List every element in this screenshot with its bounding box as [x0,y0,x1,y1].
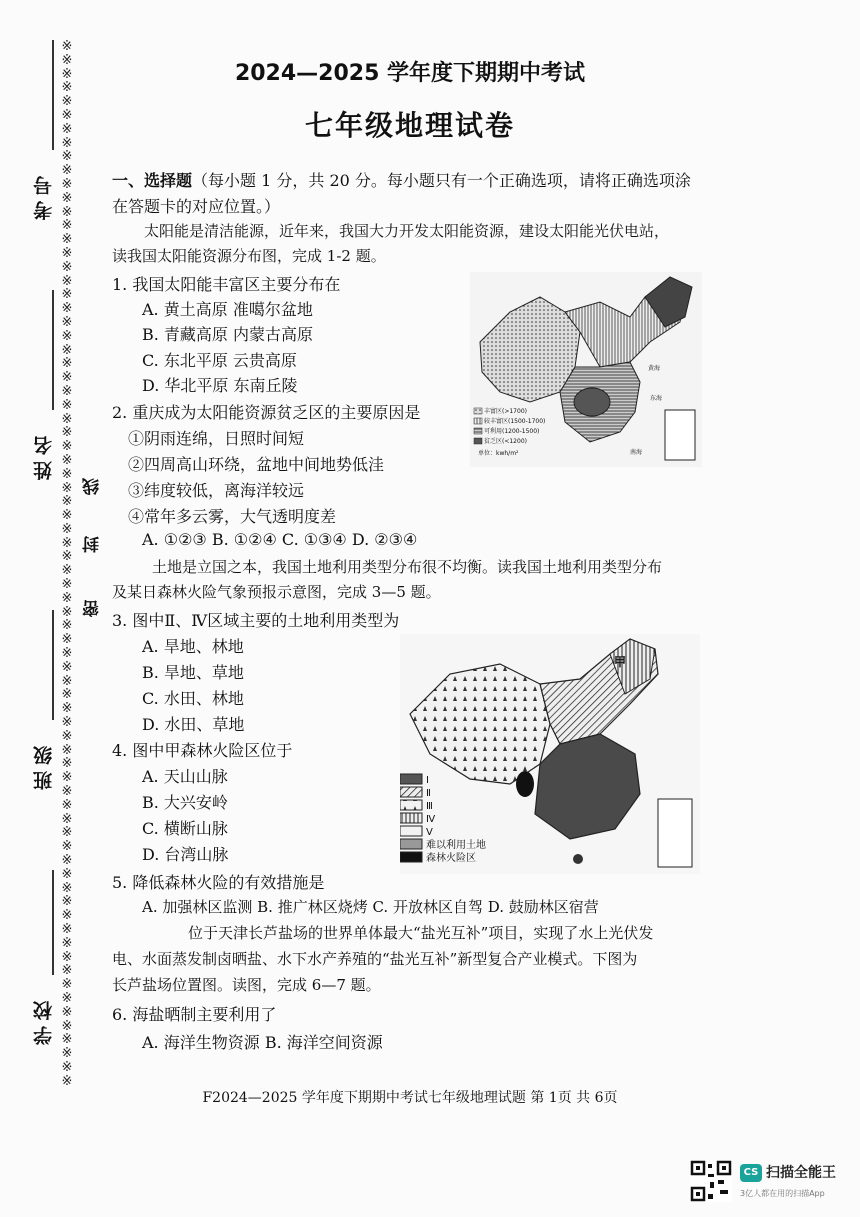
q1-option-a: A. 黄土高原 准噶尔盆地 [142,300,313,319]
class-label: 班级 [33,740,55,790]
solar-resource-map [470,272,702,467]
map1-legend-3: 可利用(1200-1500) [484,428,540,435]
intro3-line1: 位于天津长芦盐场的世界单体最大“盐光互补”项目，实现了水上光伏发 [188,924,654,942]
name-label: 姓名 [33,430,55,480]
seal-line-char: 线 [83,478,103,495]
map2-legend-1: Ⅰ [426,775,429,786]
section1-instruction-1: （每小题 1 分，共 20 分。每小题只有一个正确选项，请将正确选项涂 [192,171,691,190]
class-line [52,610,54,720]
page-footer: F2024—2025 学年度下期期中考试七年级地理试题 第 1页 共 6页 [202,1090,618,1106]
map2-legend-7: 森林火险区 [426,853,476,864]
map1-south-sea-inset [665,410,695,460]
map2-legend-swatch-3 [400,800,422,810]
intro1-line1: 太阳能是清洁能源，近年来，我国大力开发太阳能资源，建设太阳能光伏电站， [144,222,670,240]
map2-legend-swatch-1 [400,774,422,784]
q2-options: A. ①②③ B. ①②④ C. ①③④ D. ②③④ [142,530,418,549]
q3-option-d: D. 水田、草地 [142,715,245,734]
q1-option-c: C. 东北平原 云贵高原 [142,351,297,370]
section1-num: 一、 [112,171,145,190]
q4-option-c: C. 横断山脉 [142,819,228,838]
map1-legend-swatch-3 [474,428,482,434]
map1-legend-swatch-4 [474,438,482,444]
seal-mi-char: 密 [83,600,103,617]
map1-sea-label-2: 东海 [650,395,663,402]
q5-stem: 5. 降低森林火险的有效措施是 [112,873,325,892]
section1-heading [112,168,691,191]
q2-statement-3: ③纬度较低，离海洋较远 [128,481,305,500]
map2-legend-swatch-7 [400,852,422,862]
q1-stem: 1. 我国太阳能丰富区主要分布在 [112,275,341,294]
map2-legend-swatch-4 [400,813,422,823]
map1-unit: 单位：kwh/m² [478,450,519,457]
map1-legend-2: 较丰富区(1500-1700) [484,418,546,425]
map1-legend-swatch-1 [474,408,482,414]
binding-margin [0,0,105,1217]
map2-legend-3: Ⅲ [426,801,433,812]
q3-option-b: B. 旱地、草地 [142,663,244,682]
q5-options: A. 加强林区监测 B. 推广林区烧烤 C. 开放林区自驾 D. 鼓励林区宿营 [142,898,599,916]
section1-instruction-2: 在答题卡的对应位置。） [112,197,281,216]
land-use-map [400,634,700,874]
map2-fire-zone [516,771,534,797]
map2-legend-swatch-5 [400,826,422,836]
intro2-line1: 土地是立国之本，我国土地利用类型分布很不均衡。读我国土地利用类型分布 [152,558,663,576]
exam-number-line [52,40,54,150]
intro2-line2: 及某日森林火险气象预报示意图，完成 3—5 题。 [112,583,441,601]
q2-statement-4: ④常年多云雾，大气透明度差 [128,507,337,526]
seal-feng-char: 封 [83,536,103,553]
map1-sea-label-3: 南海 [630,449,643,456]
camscanner-logo: CS [740,1164,762,1182]
qr-code-icon [690,1160,732,1202]
q2-statement-2: ②四周高山环绕，盆地中间地势低洼 [128,455,385,474]
q3-option-c: C. 水田、林地 [142,689,244,708]
q4-option-d: D. 台湾山脉 [142,845,229,864]
map1-sichuan-basin [574,388,610,416]
map2-south-sea-inset [658,799,692,867]
exam-subtitle: 七年级地理试卷 [304,109,515,142]
map2-legend-swatch-2 [400,787,422,797]
school-label: 学校 [33,995,55,1045]
q1-option-d: D. 华北平原 东南丘陵 [142,376,298,395]
map2-legend-5: Ⅴ [426,827,433,838]
q6-options: A. 海洋生物资源 B. 海洋空间资源 [142,1033,383,1052]
q4-stem: 4. 图中甲森林火险区位于 [112,741,293,760]
q1-option-b: B. 青藏高原 内蒙古高原 [142,325,314,344]
intro3-line3: 长芦盐场位置图。读图，完成 6—7 题。 [112,976,381,994]
section1-title: 选择题 [144,171,193,190]
school-line [52,870,54,975]
map2-legend-4: Ⅳ [426,814,436,825]
intro1-line2: 读我国太阳能资源分布图，完成 1-2 题。 [112,247,386,265]
q4-option-b: B. 大兴安岭 [142,793,228,812]
map2-hainan [573,854,583,864]
exam-number-label: 考号 [33,170,55,220]
q3-option-a: A. 旱地、林地 [142,637,244,656]
map2-mark-jia: 甲 [614,655,627,669]
star-border: ※※※※※※※※※※※※※※※※※※※※※※※※※※※※※※※※※※※※※※※※※※※※※※※※※※※※※※※※※※※※※※※※※※※※※※※※※※※※ [61,39,73,1089]
name-line [52,290,54,410]
scanner-title: 扫描全能王 [766,1165,836,1181]
q6-stem: 6. 海盐晒制主要利用了 [112,1005,277,1024]
q4-option-a: A. 天山山脉 [142,767,228,786]
q3-stem: 3. 图中Ⅱ、Ⅳ区域主要的土地利用类型为 [112,611,400,630]
map1-legend-1: 丰富区(>1700) [484,408,527,415]
map1-legend-4: 贫乏区(<1200) [484,438,527,445]
q2-statement-1: ①阴雨连绵，日照时间短 [128,429,305,448]
map2-legend-swatch-6 [400,839,422,849]
exam-title: 2024—2025 学年度下期期中考试 [234,61,586,86]
map2-legend-6: 难以利用土地 [426,840,486,851]
map1-sea-label-1: 黄海 [648,365,661,372]
intro3-line2: 电、水面蒸发制卤晒盐、水下水产养殖的“盐光互补”新型复合产业模式。下图为 [112,950,638,968]
map1-legend-swatch-2 [474,418,482,424]
map2-legend-2: Ⅱ [426,788,431,799]
scanner-subtitle: 3亿人都在用的扫描App [740,1189,825,1198]
q2-stem: 2. 重庆成为太阳能资源贫乏区的主要原因是 [112,403,421,422]
